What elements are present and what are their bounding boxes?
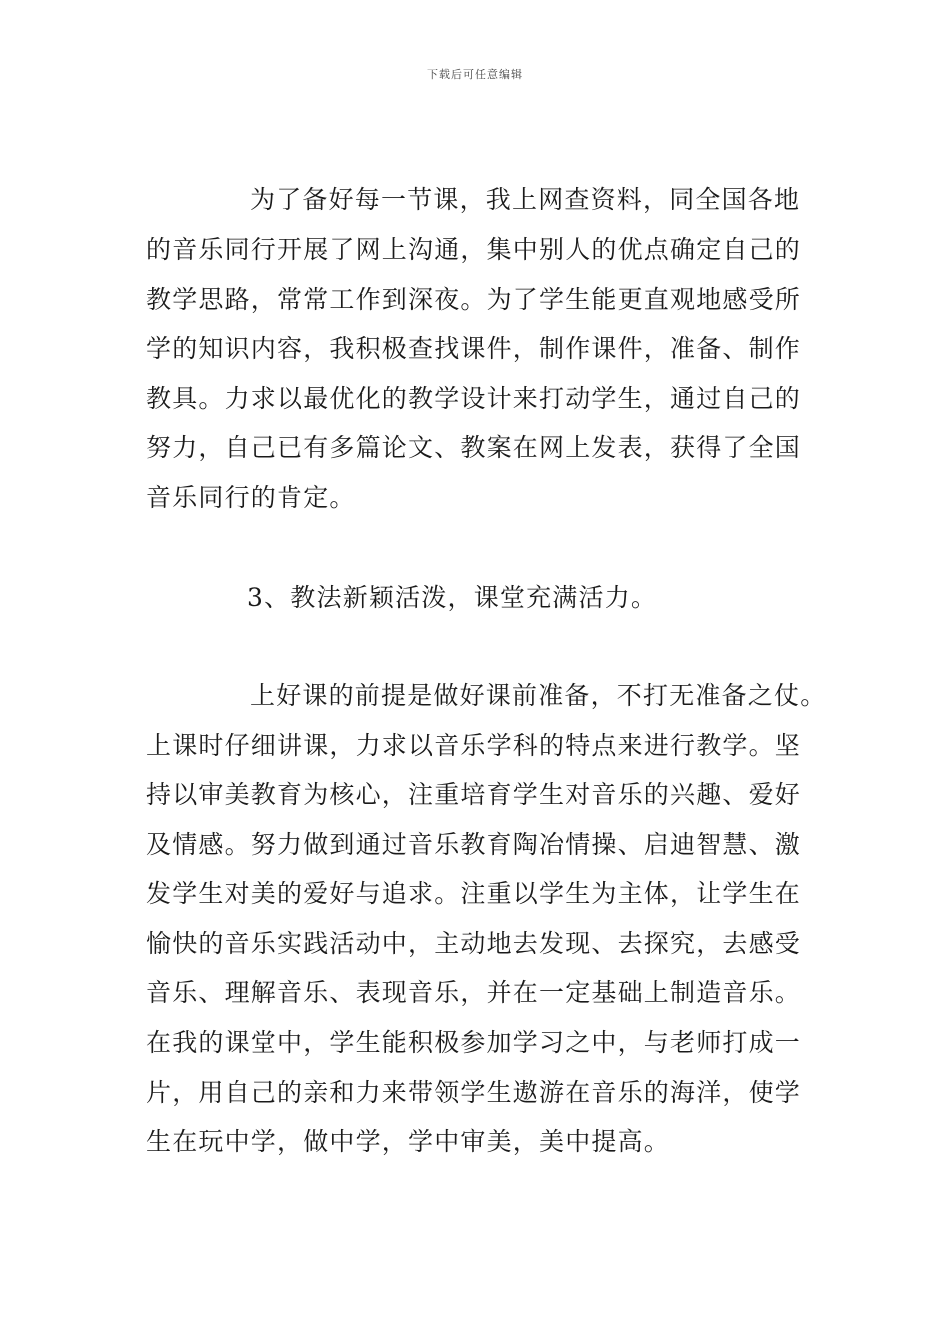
paragraph-1-line: 为了备好每一节课，我上网查资料，同全国各地 (250, 185, 801, 214)
paragraph-1-line: 的音乐同行开展了网上沟通，集中别人的优点确定自己的 (146, 235, 802, 264)
paragraph-2-line: 持以审美教育为核心，注重培育学生对音乐的兴趣、爱好 (146, 780, 802, 809)
paragraph-1-line: 努力，自己已有多篇论文、教案在网上发表，获得了全国 (146, 433, 802, 462)
paragraph-2-line: 上课时仔细讲课，力求以音乐学科的特点来进行教学。坚 (146, 731, 802, 760)
paragraph-1-line: 教具。力求以最优化的教学设计来打动学生，通过自己的 (146, 384, 802, 413)
paragraph-2-line: 上好课的前提是做好课前准备，不打无准备之仗。 (250, 681, 827, 710)
paragraph-1-line: 音乐同行的肯定。 (146, 483, 356, 512)
paragraph-1-line: 教学思路，常常工作到深夜。为了学生能更直观地感受所 (146, 285, 802, 314)
paragraph-2-line: 发学生对美的爱好与追求。注重以学生为主体，让学生在 (146, 879, 802, 908)
paragraph-2-line: 愉快的音乐实践活动中，主动地去发现、去探究，去感受 (146, 929, 802, 958)
paragraph-2-line: 音乐、理解音乐、表现音乐，并在一定基础上制造音乐。 (146, 978, 802, 1007)
paragraph-2-line: 片，用自己的亲和力来带领学生遨游在音乐的海洋，使学 (146, 1078, 802, 1107)
paragraph-2-line: 在我的课堂中，学生能积极参加学习之中，与老师打成一 (146, 1028, 802, 1057)
paragraph-2-line: 及情感。努力做到通过音乐教育陶冶情操、启迪智慧、激 (146, 830, 802, 859)
section-heading: 3、教法新颖活泼，课堂充满活力。 (247, 583, 658, 612)
header-note: 下载后可任意编辑 (427, 68, 523, 81)
paragraph-2-line: 生在玩中学，做中学，学中审美，美中提高。 (146, 1127, 671, 1156)
paragraph-1-line: 学的知识内容，我积极查找课件，制作课件，准备、制作 (146, 334, 802, 363)
